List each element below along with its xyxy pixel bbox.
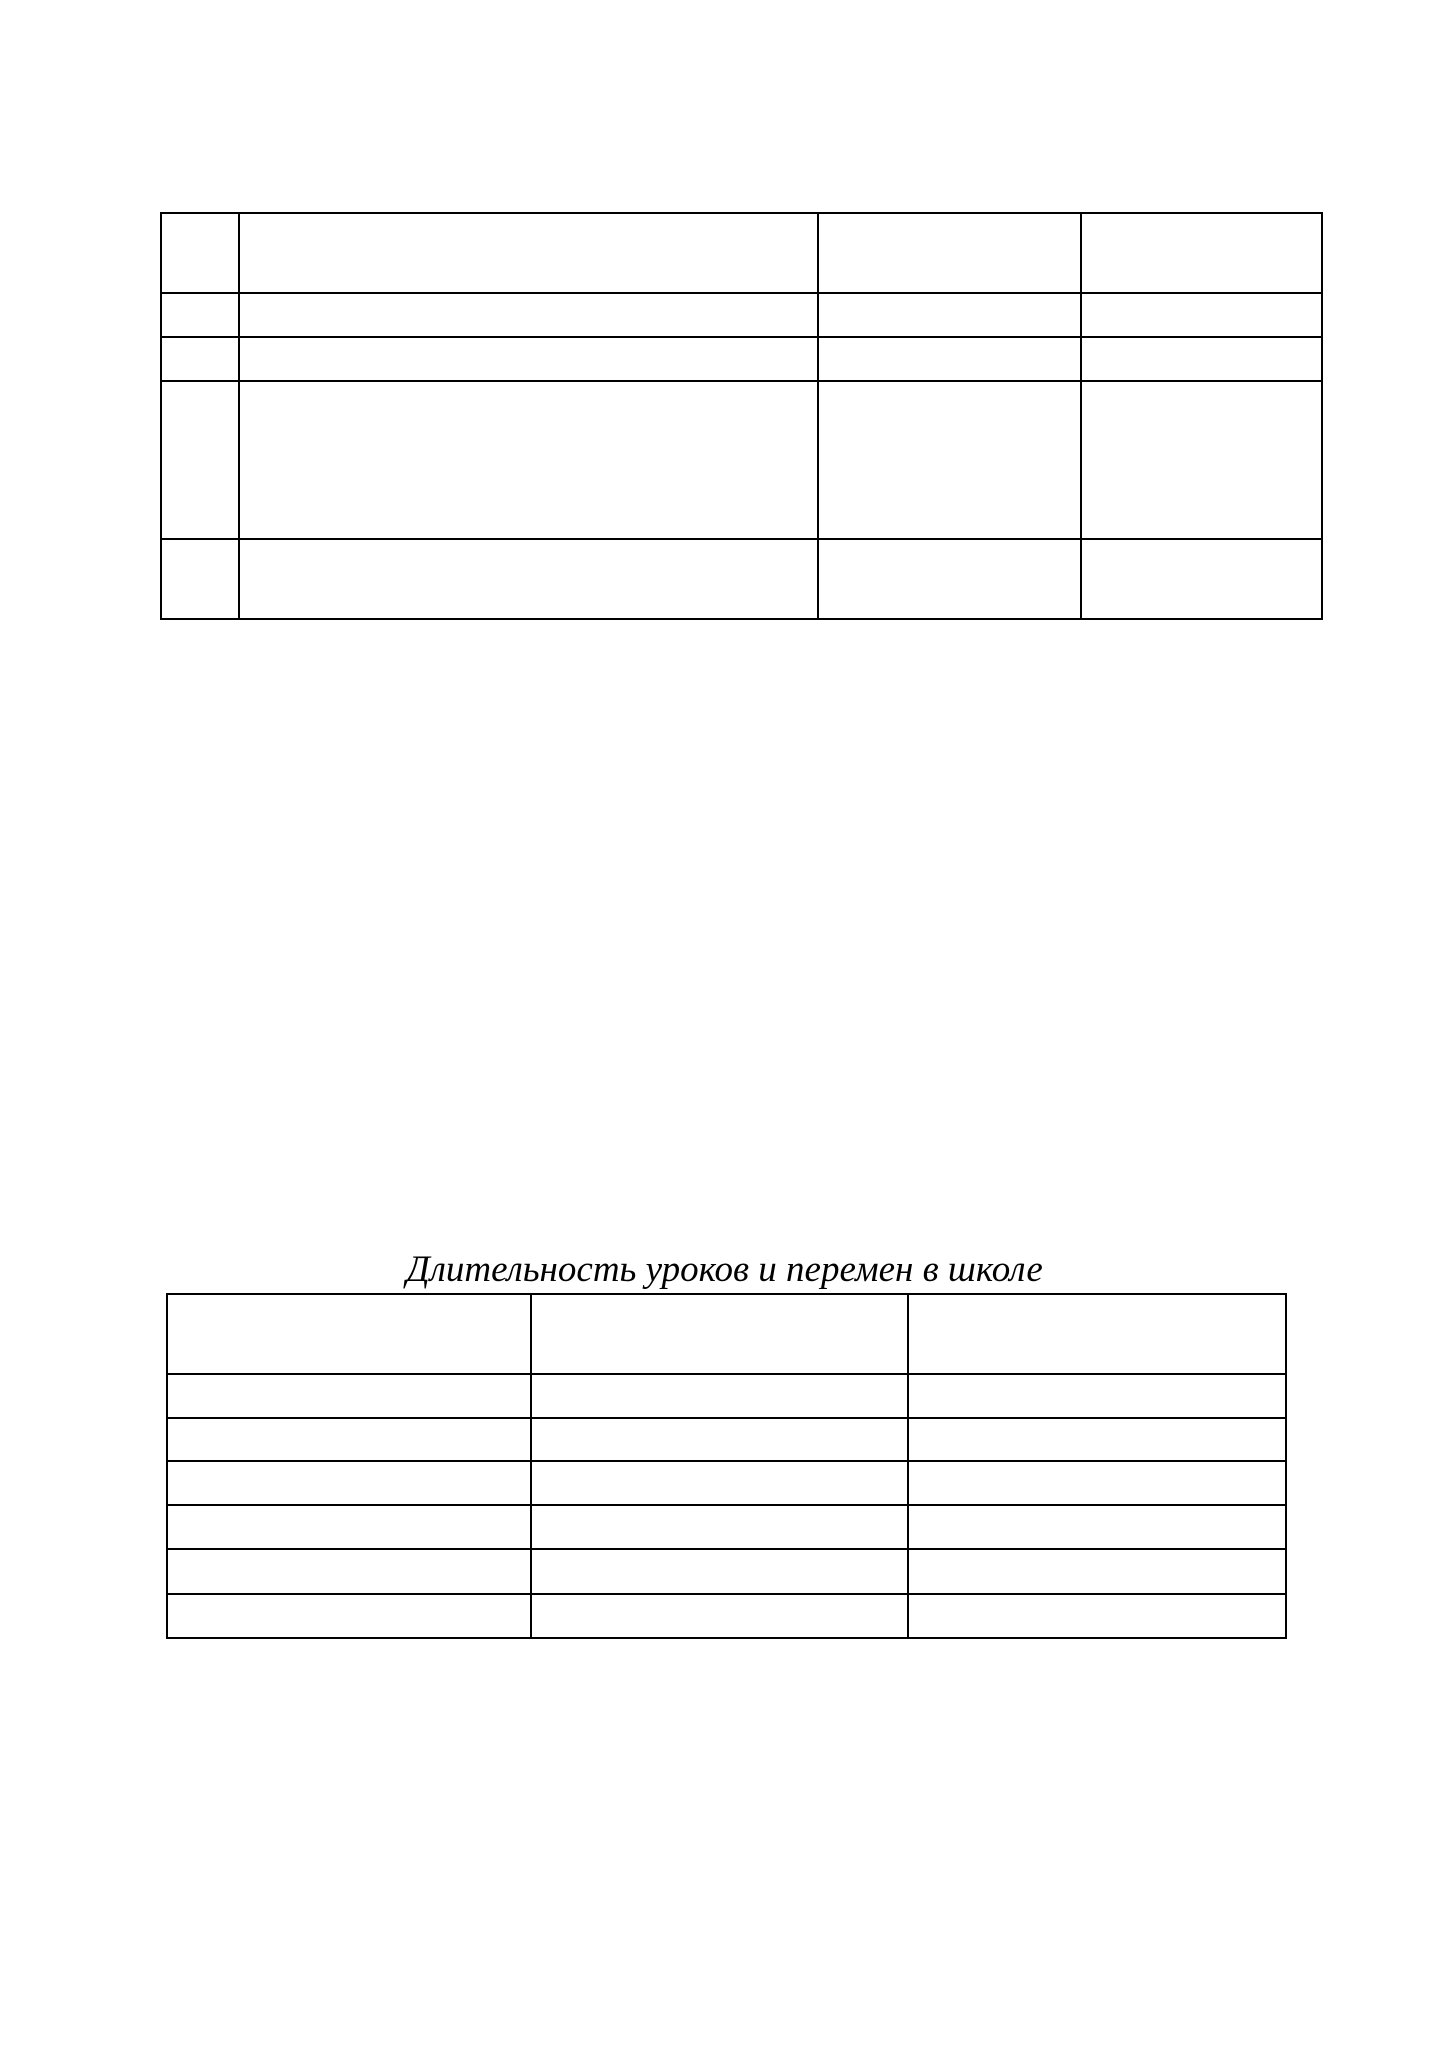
table-cell: [239, 381, 818, 539]
table-cell: [161, 293, 239, 337]
table-1: [160, 212, 1323, 620]
table-row: [161, 293, 1322, 337]
table-row: [167, 1594, 1286, 1638]
table-cell: [161, 539, 239, 619]
table-cell: [531, 1461, 908, 1505]
table-cell: [818, 539, 1081, 619]
table-cell: [1081, 381, 1322, 539]
table-cell: [818, 381, 1081, 539]
table-cell: [908, 1294, 1286, 1374]
table-cell: [908, 1418, 1286, 1461]
table-cell: [167, 1461, 531, 1505]
table-cell: [167, 1594, 531, 1638]
table-cell: [531, 1374, 908, 1418]
table-cell: [818, 337, 1081, 381]
table-cell: [167, 1505, 531, 1549]
table-row: [167, 1505, 1286, 1549]
table-cell: [161, 381, 239, 539]
table-caption: Длительность уроков и перемен в школе: [406, 1249, 1043, 1290]
table-cell: [531, 1594, 908, 1638]
table-cell: [239, 539, 818, 619]
table-cell: [167, 1374, 531, 1418]
table-cell: [531, 1294, 908, 1374]
table-row: [161, 539, 1322, 619]
table-row: [161, 381, 1322, 539]
table-cell: [167, 1294, 531, 1374]
table-cell: [1081, 539, 1322, 619]
table-row: [167, 1461, 1286, 1505]
table-cell: [167, 1549, 531, 1594]
table-2: [166, 1293, 1287, 1639]
table-cell: [239, 213, 818, 293]
table-cell: [818, 213, 1081, 293]
table-cell: [1081, 213, 1322, 293]
table-cell: [239, 293, 818, 337]
table-cell: [908, 1374, 1286, 1418]
table-row: [161, 213, 1322, 293]
table-row: [167, 1374, 1286, 1418]
table-cell: [908, 1549, 1286, 1594]
table-cell: [167, 1418, 531, 1461]
table-cell: [1081, 293, 1322, 337]
table-cell: [239, 337, 818, 381]
table-cell: [531, 1505, 908, 1549]
table-cell: [818, 293, 1081, 337]
table-cell: [531, 1549, 908, 1594]
table-cell: [161, 213, 239, 293]
table-row: [167, 1549, 1286, 1594]
table-cell: [908, 1505, 1286, 1549]
table-row: [161, 337, 1322, 381]
table-row: [167, 1294, 1286, 1374]
table-row: [167, 1418, 1286, 1461]
table-cell: [908, 1594, 1286, 1638]
table-cell: [531, 1418, 908, 1461]
table-cell: [908, 1461, 1286, 1505]
table-cell: [161, 337, 239, 381]
table-cell: [1081, 337, 1322, 381]
